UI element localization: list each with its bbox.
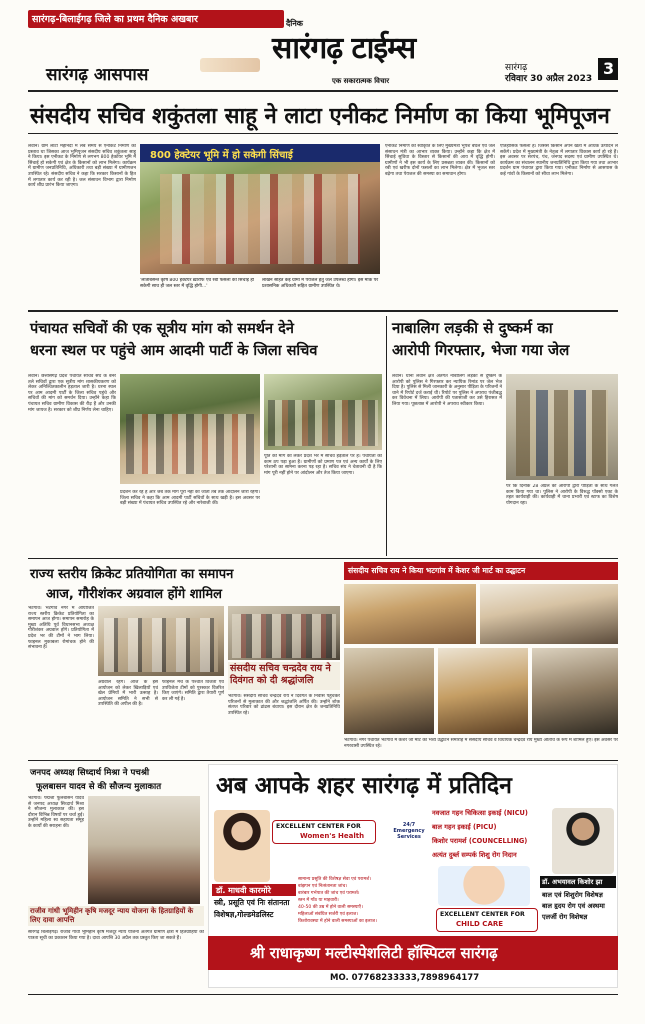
lead-caption-right: लाखन सहित कई ग्रामों में पेयजल हेतु जल उपलब्ध होगा। इस मौके पर प्रशासनिक अधिकारी सहित ग्रामीण उपस्थित थे। xyxy=(262,278,379,289)
ad-feature-6: महिलाओं संबंधित सर्जरी एवं इलाज। xyxy=(298,912,358,917)
ad-feature-5: 40-50 की उम्र में होने वाली समस्याएँ। xyxy=(298,905,363,910)
ad-feature-3: बारंबार गर्भपात की जांच एवं परामर्श। xyxy=(298,891,360,896)
doctor-right-photo xyxy=(552,808,614,874)
story5-photo-5 xyxy=(532,648,618,734)
lead-photo xyxy=(140,144,380,274)
story4-photo-people xyxy=(104,618,218,672)
ad-badge-2b: CHILD CARE xyxy=(456,920,504,928)
ad-feature-4: स्तन में गाँठ या माहवारी। xyxy=(298,898,339,903)
story4-photo xyxy=(98,606,224,676)
lead-body-col1: लवान। ग्राम लाटा महानदी में लंबे समय से एनीकट निर्माण का प्रस्ताव था जिसका आज भूमिपूजन संसदीय सचिव शकुंतला साहू ने किया। इस एनीकट के निर्माण से लगभग 800 हेक्टेयर भूमि में सिंचाई हो सकेगी एवं क्षेत्र के किसानों को लाभ मिलेगा। कार्यक्रम में ग्रामीण जनप्रतिनिधि, अधिकारी तथा बड़ी संख्या में ग्रामीणजन उपस्थित रहे। संसदीय सचिव ने कहा कि सरकार किसानों के हित में लगातार कार्य कर रही है। जल संसाधन विभाग द्वारा निर्माण कार्य शीघ्र प्रारंभ किया जाएगा। xyxy=(28,144,136,189)
ad-service-2: बाल गहन इकाई (PICU) xyxy=(432,823,497,831)
ad-service-1: नवजात गहन चिकित्सा इकाई (NICU) xyxy=(432,809,528,817)
doctor-left-photo xyxy=(214,810,270,882)
story4-body-col4: भटगांव। संसदीय सचिव चन्द्रदेव राय ने दिवंगत के निवास पहुंचकर परिजनों से मुलाकात की और श्रद्धांजलि अर्पित की। उन्होंने शोक संतप्त परिवार को ढांढस बंधाया। इस दौरान क्षेत्र के जनप्रतिनिधि उपस्थित रहे। xyxy=(228,694,340,716)
story2-photo-2 xyxy=(264,374,382,450)
story4-photo-2 xyxy=(228,606,340,660)
masthead-city: सारंगढ़ xyxy=(505,63,528,73)
story6-headline-1: जनपद अध्यक्ष सिध्दार्थ मिश्रा ने पचश्री xyxy=(30,768,150,778)
story6-headline-2: फूलबासन यादव से की सौजन्य मुलाकात xyxy=(36,782,162,792)
ad-service-4: अत्यंत दुर्ब्ल सम्पर्क शिशु रोग निदान xyxy=(432,851,517,859)
story3-headline-1: नाबालिग लड़की से दुष्कर्म का xyxy=(392,319,553,337)
lead-headline: संसदीय सचिव शकुंतला साहू ने लाटा एनीकट निर्माण का किया भूमिपूजन xyxy=(30,104,610,129)
section-title: सारंगढ़ आसपास xyxy=(46,65,149,85)
story3-body-col2: पर कि दिनांक 28 अप्रैल को आरोपी द्वारा पीड़िता के साथ गलत काम किया गया था। पुलिस ने आरोपी के विरुद्ध पॉक्सो एक्ट के तहत कार्यवाही की। कार्यवाही में थाना प्रभारी एवं स्टाफ का विशेष योगदान रहा। xyxy=(506,484,618,506)
story5-photo-3 xyxy=(344,648,434,734)
story2-body-col1: लवान। छत्तीसगढ़ प्रदेश पंचायत सचिव संघ के बैनर तले सचिवों द्वारा एक सूत्रीय मांग शासकीयकरण को लेकर अनिश्चितकालीन हड़ताल जारी है। धरना स्थल पर आम आदमी पार्टी के जिला सचिव पहुंचे और सचिवों की मांग को समर्थन दिया। उन्होंने कहा कि पंचायत सचिव ग्रामीण विकास की रीढ़ हैं और उनकी मांग जायज है। सरकार को शीघ्र निर्णय लेना चाहिए। xyxy=(28,374,116,413)
story2-photo-people xyxy=(126,414,254,474)
lower-rule xyxy=(28,760,618,761)
lead-photo-people xyxy=(160,174,360,264)
baby-photo xyxy=(438,866,530,906)
story5-photo-1 xyxy=(344,584,476,644)
story6-body-col2: सारंगढ़ बिलाईगढ़। राजीव गांधी भूमिहीन कृषि मजदूर न्याय योजना अंतर्गत ग्रामीण क्षेत्रों में हितग्राहियों की पात्रता सूची का प्रकाशन किया गया है। दावा आपत्ति 30 अप्रैल तक प्रस्तुत किए जा सकते हैं। xyxy=(28,930,204,941)
story6-body-col1: भटगांव। पद्मश्री फूलबासन यादव से जनपद अध्यक्ष सिध्दार्थ मिश्रा ने सौजन्य मुलाकात की। इस दौरान विभिन्न विषयों पर चर्चा हुई। उन्होंने महिला स्व सहायता समूह के कार्यों की सराहना की। xyxy=(28,796,84,829)
ad-service-3: किशोर परामर्श (COUNCELLING) xyxy=(432,837,528,845)
story3-photo-people xyxy=(516,390,608,476)
lead-body-col3: एनीकट निर्माण की स्वीकृति के लिए मुख्यमंत्री भूपेश बघेल एवं जल संसाधन मंत्री का आभार व्यक्त किया। उन्होंने कहा कि क्षेत्र में सिंचाई सुविधा के विस्तार से किसानों की आय में वृद्धि होगी। ग्रामीणों ने भी इस कार्य के लिए प्रसन्नता व्यक्त की। किसानों को रबी एवं खरीफ दोनों फसलों का लाभ मिलेगा। क्षेत्र में भूजल स्तर बढ़ेगा तथा पेयजल की समस्या का समाधान होगा। xyxy=(385,144,495,177)
masthead-decor xyxy=(200,58,260,72)
doctor-left-role-1: स्त्री, प्रसूति एवं निः संतानता xyxy=(214,898,290,907)
page-bottom-rule xyxy=(28,994,618,995)
masthead-rule xyxy=(28,90,618,92)
paper-slogan: एक सकारात्मक विचार xyxy=(332,77,390,85)
doctor-right-role-2: बाल हृदय रोग एवं अस्थमा xyxy=(542,902,605,910)
story2-headline-2: धरना स्थल पर पहुंचे आम आदमी पार्टी के जिला सचिव xyxy=(30,343,318,359)
story2-photo xyxy=(120,374,260,484)
story5-photo-2 xyxy=(480,584,618,644)
story4-body-col1: भटगांव। भटगांव नगर में आयोजित राज्य स्तरीय क्रिकेट प्रतियोगिता का समापन आज होगा। समापन समारोह के मुख्य अतिथि पूर्व विधानसभा अध्यक्ष गौरीशंकर अग्रवाल होंगे। प्रतियोगिता में प्रदेश भर की टीमों ने भाग लिया। फाइनल मुकाबला रोमांचक होने की संभावना है। xyxy=(28,606,94,651)
ad-feature-2: बांझपन एवं निःसंतानता जांच। xyxy=(298,884,348,889)
ad-emergency: 24/7 Emergency Services xyxy=(393,822,425,840)
paper-name: सारंगढ़ टाईम्स xyxy=(272,31,416,66)
story4-headline-1: राज्य स्तरीय क्रिकेट प्रतियोगिता का समापन xyxy=(30,567,234,582)
ad-feature-1: सामान्य प्रसूति की विशेषज्ञ सेवा एवं परामर्श। xyxy=(298,877,371,882)
page-number: 3 xyxy=(603,59,615,78)
story3-body-col1: लवान। थाना लवान क्षेत्र अंतर्गत नाबालिग लड़की से दुष्कर्म के आरोपी को पुलिस ने गिरफ्तार कर न्यायिक रिमांड पर जेल भेज दिया है। पुलिस से मिली जानकारी के अनुसार पीड़िता के परिजनों ने थाने में रिपोर्ट दर्ज कराई थी। रिपोर्ट पर पुलिस ने अपराध पंजीबद्ध कर विवेचना में लिया। आरोपी की पतासाजी कर उसे हिरासत में लिया गया। पूछताछ में आरोपी ने अपराध स्वीकार किया। xyxy=(392,374,502,407)
lead-bottom-rule xyxy=(28,310,618,312)
story4-caption: संसदीय सचिव चन्द्रदेव राय ने दिवंगत को दी श्रद्धांजलि xyxy=(230,663,331,686)
story2-body-col3: पूर्ति की मांग को लेकर प्रदेश भर में सचिव हड़ताल पर हैं। पंचायतों का काम ठप पड़ा हुआ है। ग्रामीणों को प्रमाण पत्र एवं अन्य कार्यों के लिए परेशानी का सामना करना पड़ रहा है। सचिव संघ ने चेतावनी दी है कि मांग पूरी नहीं होने पर आंदोलन और तेज किया जाएगा। xyxy=(264,454,382,476)
story2-headline-1: पंचायत सचिवों की एक सूत्रीय मांग को समर्थन देने xyxy=(30,321,294,337)
lead-body-col4: ऐतिहासिक फैसला है। जिससे किसान अपने खेतों में अधिक उत्पादन ले सकेंगे। प्रदेश में मुख्यमंत्री के नेतृत्व में लगातार विकास कार्य हो रहे हैं। इस अवसर पर सरपंच, पंच, जनपद सदस्य एवं ग्रामीण उपस्थित थे। कार्यक्रम का संचालन स्थानीय जनप्रतिनिधि द्वारा किया गया तथा आभार प्रदर्शन ग्राम पंचायत द्वारा किया गया। एनीकट निर्माण से आसपास के कई गांवों के किसानों को सीधा लाभ मिलेगा। xyxy=(500,144,618,177)
ad-feature-7: किशोरावस्था में होने वाली समस्याओं का इलाज। xyxy=(298,919,377,924)
ad-badge-2: EXCELLENT CENTER FOR xyxy=(440,911,525,918)
lead-caption-left: 'लाताबसन्त कृषि 800 हेक्टेयर ख़ारीफ एवं रबी फसलों की सिंचाई हो सकेगी साथ ही जल स्तर में वृद्धि होगी...' xyxy=(140,278,254,289)
lead-photo-banner-text: 800 हेक्टेयर भूमि में हो सकेगी सिंचाई xyxy=(150,150,293,161)
top-tagline: सारंगढ़-बिलाईगढ़ जिले का प्रथम दैनिक अखबार xyxy=(32,14,198,25)
story5-banner: संसदीय सचिव राय ने किया भटगांव में केशर जी मार्ट का उद्घाटन xyxy=(348,566,526,575)
story3-photo xyxy=(506,374,618,480)
story2-body-col2: प्रदर्शन कर रहे हैं और जब तक मांग पूरी नहीं की जाती तब तक आंदोलन जारी रहेगा। जिला सचिव ने कहा कि आम आदमी पार्टी सचिवों के साथ खड़ी है। इस अवसर पर बड़ी संख्या में पंचायत सचिव उपस्थित रहे और नारेबाजी की। xyxy=(120,490,260,507)
story6-caption: राजीव गांधी भूमिहीन कृषि मजदूर न्याय योजना के हितग्राहियों के लिए दावा आपत्ति xyxy=(30,907,194,924)
story4-photo-2-people xyxy=(232,614,336,658)
hospital-name: श्री राधाकृष्ण मल्टीस्पेशलिटी हॉस्पिटल सारंगढ़ xyxy=(250,944,498,962)
ad-badge-1: EXCELLENT CENTER FOR xyxy=(276,823,361,830)
masthead-date: रविवार 30 अप्रैल 2023 xyxy=(505,74,593,84)
hospital-phone: MO. 07768233333,7898964177 xyxy=(330,973,480,983)
story5-caption: भटगांव। नगर पंचायत भटगांव में केशर जी मार्ट का भव्य उद्घाटन समारोह में संसदीय सचिव व विधायक चन्द्रदेव राय मुख्य अतिथि के रूप में शामिल हुए। इस अवसर पर नगरवासी उपस्थित रहे। xyxy=(344,738,618,749)
doctor-right-role-3: एलर्जी रोग विशेषज्ञ xyxy=(542,913,588,921)
story4-body-col2: अग्रवाल रहेंगे। आज के इस आयोजन को लेकर खिलाड़ियों एवं खेल प्रेमियों में भारी उत्साह है। आयोजन समिति ने सभी से उपस्थिति की अपील की है। xyxy=(98,680,158,708)
doctor-right-role-1: बाल एवं शिशुरोग विशेषज्ञ xyxy=(542,891,603,899)
doctor-left-role-2: विशेषज्ञ,गोल्डमेडलिस्ट xyxy=(214,910,274,919)
ad-headline: अब आपके शहर सारंगढ़ में प्रतिदिन xyxy=(216,773,512,799)
mid-rule xyxy=(28,558,618,559)
story5-photo-4 xyxy=(438,648,528,734)
story6-photo xyxy=(88,796,200,904)
lead-headline-rule xyxy=(28,133,618,134)
story3-headline-2: आरोपी गिरफ्तार, भेजा गया जेल xyxy=(392,341,570,359)
ad-badge-1b: Women's Health xyxy=(300,832,365,840)
story2-photo-2-people xyxy=(268,400,378,446)
paper-prefix: दैनिक xyxy=(286,19,303,28)
doctor-right-name: डॉ. अभयावल किशोर झा xyxy=(542,878,603,886)
story4-headline-2: आज, गौरीशंकर अग्रवाल होंगे शामिल xyxy=(46,587,222,602)
story4-body-col3: फाइनल मैच के पश्चात विजेता एवं उपविजेता टीमों को पुरस्कार वितरित किए जाएंगे। समिति द्वारा तैयारी पूर्ण कर ली गई है। xyxy=(162,680,224,702)
column-divider xyxy=(386,316,387,556)
doctor-left-name: डॉ. माधवी कारमोरे xyxy=(216,886,271,895)
